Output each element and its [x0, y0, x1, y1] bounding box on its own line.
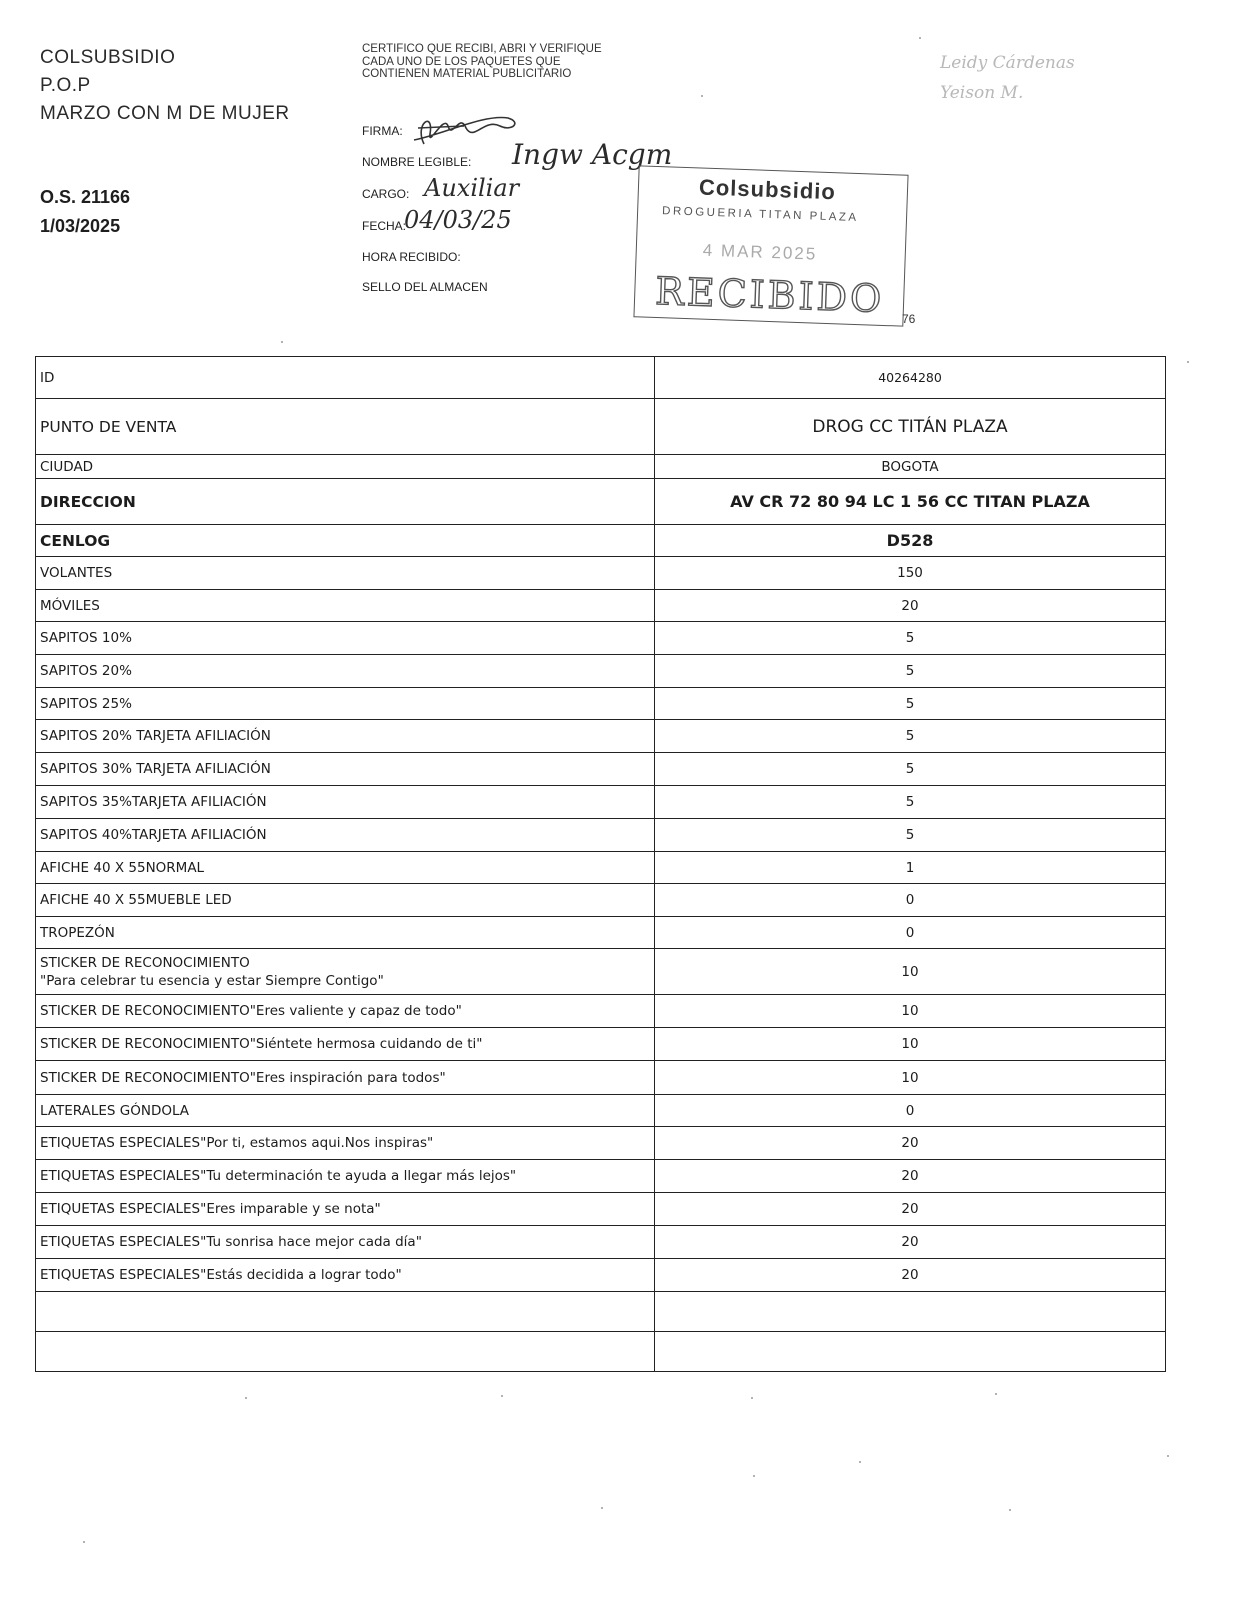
stamp-status: RECIBIDO [654, 269, 885, 321]
row-value: 5 [655, 655, 1166, 688]
row-label: PUNTO DE VENTA [36, 399, 655, 455]
row-value: 20 [655, 1160, 1166, 1193]
row-label: MÓVILES [36, 590, 655, 622]
row-value: 0 [655, 1095, 1166, 1127]
row-value: DROG CC TITÁN PLAZA [655, 399, 1166, 455]
cargo-handwritten: Auxiliar [424, 174, 520, 202]
row-label: DIRECCION [36, 479, 655, 525]
table-row [36, 357, 1166, 399]
material-table-body [36, 357, 1166, 1372]
row-label: ID [36, 357, 655, 399]
stamp-store: DROGUERIA TITAN PLAZA [661, 205, 859, 225]
row-label: SAPITOS 10% [36, 622, 655, 655]
row-value: 0 [655, 917, 1166, 949]
empty-cell [36, 1292, 655, 1332]
row-label-line-2: "Para celebrar tu esencia y estar Siempre Contigo" [40, 972, 384, 989]
table-row [36, 819, 1166, 852]
table-row [36, 1226, 1166, 1259]
empty-row [36, 1332, 1166, 1372]
order-date: 1/03/2025 [40, 216, 121, 236]
table-row [36, 1160, 1166, 1193]
row-value: 5 [655, 720, 1166, 753]
row-value: 0 [655, 884, 1166, 917]
row-label: ETIQUETAS ESPECIALES"Estás decidida a lograr todo" [36, 1259, 655, 1292]
row-label: STICKER DE RECONOCIMIENTO"Eres inspiración para todos" [36, 1061, 655, 1095]
top-right-note [940, 48, 1075, 108]
signature-graphic [404, 104, 524, 152]
row-label: VOLANTES [36, 557, 655, 590]
row-value: 10 [655, 949, 1166, 995]
received-stamp [633, 165, 908, 326]
order-number: O.S. 21166 [40, 187, 131, 207]
table-row [36, 1127, 1166, 1160]
table-row [36, 399, 1166, 455]
row-label: SAPITOS 30% TARJETA AFILIACIÓN [36, 753, 655, 786]
table-row [36, 590, 1166, 622]
fecha-label: FECHA: [362, 219, 407, 233]
table-row [36, 557, 1166, 590]
row-value: D528 [655, 525, 1166, 557]
table-row [36, 884, 1166, 917]
empty-cell [36, 1332, 655, 1372]
row-value: 20 [655, 590, 1166, 622]
table-row [36, 655, 1166, 688]
row-value: 1 [655, 852, 1166, 884]
table-row [36, 688, 1166, 720]
material-table [35, 356, 1166, 1372]
table-row [36, 786, 1166, 819]
table-row [36, 479, 1166, 525]
table-row [36, 1095, 1166, 1127]
table-row [36, 995, 1166, 1028]
row-value: 20 [655, 1127, 1166, 1160]
empty-cell [655, 1332, 1166, 1372]
row-value: 10 [655, 1028, 1166, 1061]
table-row [36, 753, 1166, 786]
row-label: SAPITOS 20% [36, 655, 655, 688]
row-value: 20 [655, 1193, 1166, 1226]
row-label: SAPITOS 20% TARJETA AFILIACIÓN [36, 720, 655, 753]
empty-row [36, 1292, 1166, 1332]
table-row [36, 1061, 1166, 1095]
row-value: 5 [655, 819, 1166, 852]
row-value: 5 [655, 622, 1166, 655]
row-label: CIUDAD [36, 455, 655, 479]
table-row [36, 720, 1166, 753]
row-label: LATERALES GÓNDOLA [36, 1095, 655, 1127]
stamp-date: 4 MAR 2025 [702, 240, 818, 264]
row-label [36, 949, 655, 995]
row-label: ETIQUETAS ESPECIALES"Por ti, estamos aqui.Nos inspiras" [36, 1127, 655, 1160]
nombre-label: NOMBRE LEGIBLE: [362, 155, 472, 169]
order-block [40, 183, 130, 241]
row-value: 5 [655, 786, 1166, 819]
row-value: 20 [655, 1226, 1166, 1259]
pop-label: P.O.P [40, 75, 91, 96]
table-row [36, 949, 1166, 995]
row-value: 5 [655, 688, 1166, 720]
hora-label: HORA RECIBIDO: [362, 250, 461, 264]
row-value: AV CR 72 80 94 LC 1 56 CC TITAN PLAZA [655, 479, 1166, 525]
note-line-2: Yeison M. [940, 83, 1024, 103]
row-value: 150 [655, 557, 1166, 590]
row-value: 10 [655, 995, 1166, 1028]
row-value: 20 [655, 1259, 1166, 1292]
row-label: AFICHE 40 X 55NORMAL [36, 852, 655, 884]
row-value: BOGOTA [655, 455, 1166, 479]
row-label: STICKER DE RECONOCIMIENTO"Eres valiente y capaz de todo" [36, 995, 655, 1028]
sello-label: SELLO DEL ALMACEN [362, 280, 488, 294]
table-row [36, 1193, 1166, 1226]
row-label: SAPITOS 35%TARJETA AFILIACIÓN [36, 786, 655, 819]
row-label: SAPITOS 25% [36, 688, 655, 720]
row-label-line-1: STICKER DE RECONOCIMIENTO [40, 954, 250, 971]
fecha-handwritten: 04/03/25 [404, 206, 512, 234]
empty-cell [655, 1292, 1166, 1332]
nombre-handwritten: Ingw Acgm [512, 138, 673, 171]
row-label: TROPEZÓN [36, 917, 655, 949]
header-left [40, 44, 290, 128]
row-label: ETIQUETAS ESPECIALES"Eres imparable y se nota" [36, 1193, 655, 1226]
stamp-brand: Colsubsidio [698, 174, 837, 205]
table-row [36, 455, 1166, 479]
cargo-label: CARGO: [362, 187, 410, 201]
table-row [36, 1259, 1166, 1292]
row-value: 40264280 [655, 357, 1166, 399]
table-row [36, 852, 1166, 884]
stamp-number: 76 [902, 312, 916, 326]
table-row [36, 525, 1166, 557]
row-label: STICKER DE RECONOCIMIENTO"Siéntete hermosa cuidando de ti" [36, 1028, 655, 1061]
table-row [36, 917, 1166, 949]
row-value: 5 [655, 753, 1166, 786]
row-value: 10 [655, 1061, 1166, 1095]
note-line-1: Leidy Cárdenas [940, 53, 1075, 73]
certificate-text: CERTIFICO QUE RECIBI, ABRI Y VERIFIQUE CADA UNO DE LOS PAQUETES QUE CONTIENEN MATERIAL PUBLICITARIO [362, 43, 602, 80]
row-label: CENLOG [36, 525, 655, 557]
row-label: ETIQUETAS ESPECIALES"Tu sonrisa hace mejor cada día" [36, 1226, 655, 1259]
table-row [36, 1028, 1166, 1061]
row-label: SAPITOS 40%TARJETA AFILIACIÓN [36, 819, 655, 852]
table-row [36, 622, 1166, 655]
company-name: COLSUBSIDIO [40, 47, 176, 68]
row-label: ETIQUETAS ESPECIALES"Tu determinación te ayuda a llegar más lejos" [36, 1160, 655, 1193]
row-label: AFICHE 40 X 55MUEBLE LED [36, 884, 655, 917]
firma-label: FIRMA: [362, 124, 403, 138]
campaign-name: MARZO CON M DE MUJER [40, 103, 290, 124]
